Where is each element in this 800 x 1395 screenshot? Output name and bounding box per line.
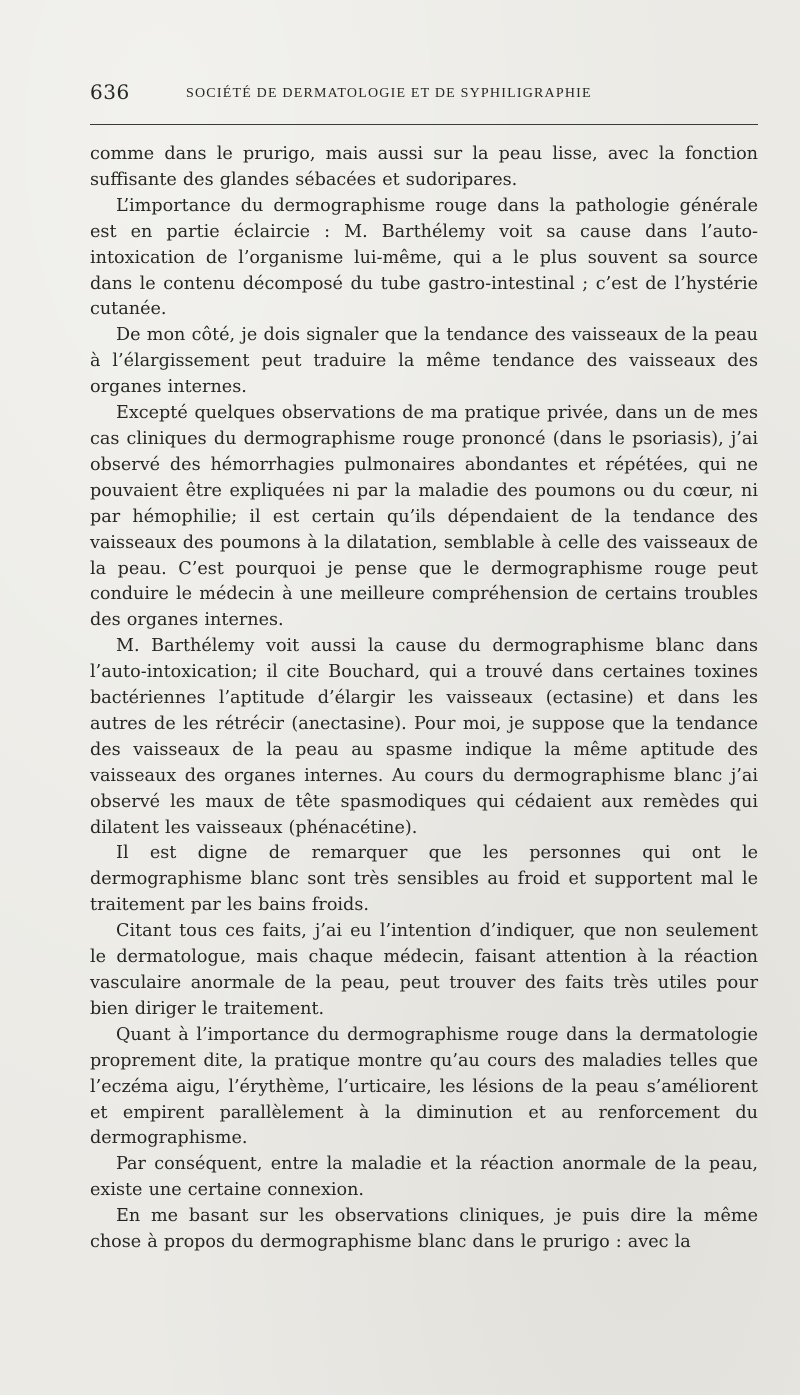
paragraph: L’importance du dermographisme rouge dans la pathologie générale est en partie éclaircie : M. Barthélemy voit sa cause dans l’auto-intoxication de l’organisme lui-même, qui a le plus souvent sa source dans le contenu décomposé du tube gastro-intestinal ; c’est de l’hystérie cutanée. <box>90 195 758 320</box>
body-text <box>90 142 758 1256</box>
header-rule <box>90 124 758 125</box>
paragraph: Il est digne de remarquer que les personnes qui ont le dermographisme blanc sont très sensibles au froid et supportent mal le traitement par les bains froids. <box>90 843 758 916</box>
paragraph: En me basant sur les observations cliniques, je puis dire la même chose à propos du dermographisme blanc dans le prurigo : avec la <box>90 1206 758 1253</box>
paragraph: Citant tous ces faits, j’ai eu l’intention d’indiquer, que non seulement le dermatologue, mais chaque médecin, faisant attention à la réaction vasculaire anormale de la peau, peut trouver des faits très utiles pour bien diriger le traitement. <box>90 921 758 1019</box>
paragraph: M. Barthélemy voit aussi la cause du dermographisme blanc dans l’auto-intoxication; il cite Bouchard, qui a trouvé dans certaines toxines bactériennes l’aptitude d’élargir les vaisseaux (ectasine) et dans les autres de les rétrécir (anectasine). Pour moi, je suppose que la tendance des vaisseaux de la peau au spasme indique la même aptitude des vaisseaux des organes internes. Au cours du dermographisme blanc j’ai observé les maux de tête spasmodiques qui cédaient aux remèdes qui dilatent les vaisseaux (phénacétine). <box>90 636 758 838</box>
paragraph: Excepté quelques observations de ma pratique privée, dans un de mes cas cliniques du dermographisme rouge prononcé (dans le psoriasis), j’ai observé des hémorrhagies pulmonaires abondantes et répétées, qui ne pouvaient être expliquées ni par la maladie des poumons ou du cœur, ni par hémophilie; il est certain qu’ils dépendaient de la tendance des vaisseaux des poumons à la dilatation, semblable à celle des vaisseaux de la peau. C’est pourquoi je pense que le dermographisme rouge peut conduire le médecin à une meilleure compréhension de certains troubles des organes internes. <box>90 403 758 631</box>
paragraph: De mon côté, je dois signaler que la tendance des vaisseaux de la peau à l’élargissement peut traduire la même tendance des vaisseaux des organes internes. <box>90 325 758 398</box>
paragraph: Par conséquent, entre la maladie et la réaction anormale de la peau, existe une certaine connexion. <box>90 1154 758 1201</box>
running-head: SOCIÉTÉ DE DERMATOLOGIE ET DE SYPHILIGRAPHIE <box>186 86 592 101</box>
page-header <box>90 80 758 110</box>
page-number: 636 <box>90 80 130 104</box>
paragraph: Quant à l’importance du dermographisme rouge dans la dermatologie proprement dite, la pratique montre qu’au cours des maladies telles que l’eczéma aigu, l’érythème, l’urticaire, les lésions de la peau s’améliorent et empirent parallèlement à la diminution et au renforcement du dermographisme. <box>90 1024 758 1149</box>
paragraph-continuation: comme dans le prurigo, mais aussi sur la peau lisse, avec la fonction suffisante des glandes sébacées et sudoripares. <box>90 144 758 190</box>
